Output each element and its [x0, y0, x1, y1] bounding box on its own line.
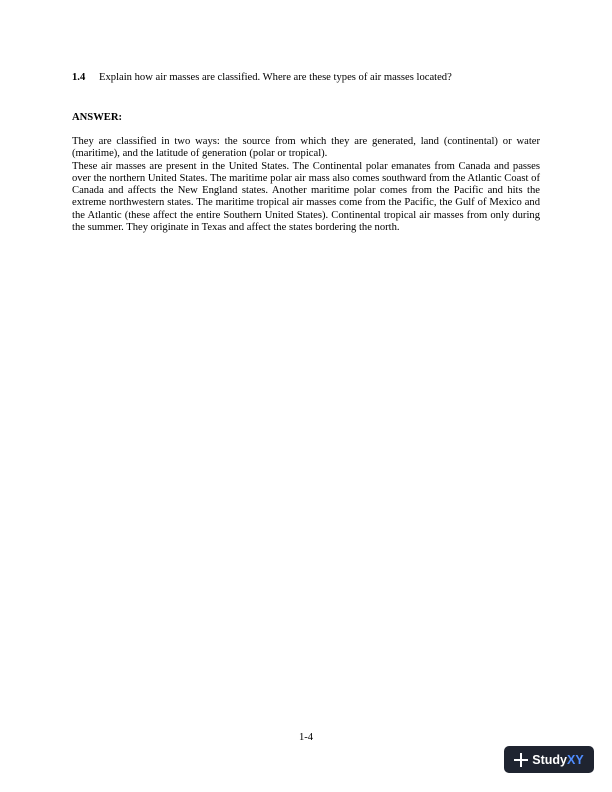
brand-name — [532, 753, 583, 767]
question-number: 1.4 — [72, 72, 86, 83]
answer-heading: ANSWER: — [72, 112, 123, 123]
answer-paragraph: These air masses are present in the United States. The Continental polar emanates from Canada and passes over the northern United States. The maritime polar air mass also comes southward from the Atlantic Coast of Canada and affects the New England states. Another maritime polar comes from the Pacific and hits the extreme northwestern states. The maritime tropical air masses come from the Pacific, the Gulf of Mexico and the Atlantic (these affect the entire Southern United States). Continental tropical air masses from only during the summer. They originate in Texas and affect the states bordering the north. — [72, 160, 540, 234]
answer-paragraph: They are classified in two ways: the source from which they are generated, land (continental) or water (maritime), and the latitude of generation (polar or tropical). — [72, 136, 540, 160]
question-text: Explain how air masses are classified. Where are these types of air masses located? — [99, 72, 452, 83]
answer-body — [72, 136, 540, 234]
brand-name-part2: XY — [567, 752, 584, 767]
studyxy-badge[interactable] — [504, 746, 594, 773]
question — [72, 71, 542, 84]
page-number: 1-4 — [298, 732, 314, 743]
plus-icon — [514, 753, 528, 767]
brand-name-part1: Study — [532, 752, 568, 767]
